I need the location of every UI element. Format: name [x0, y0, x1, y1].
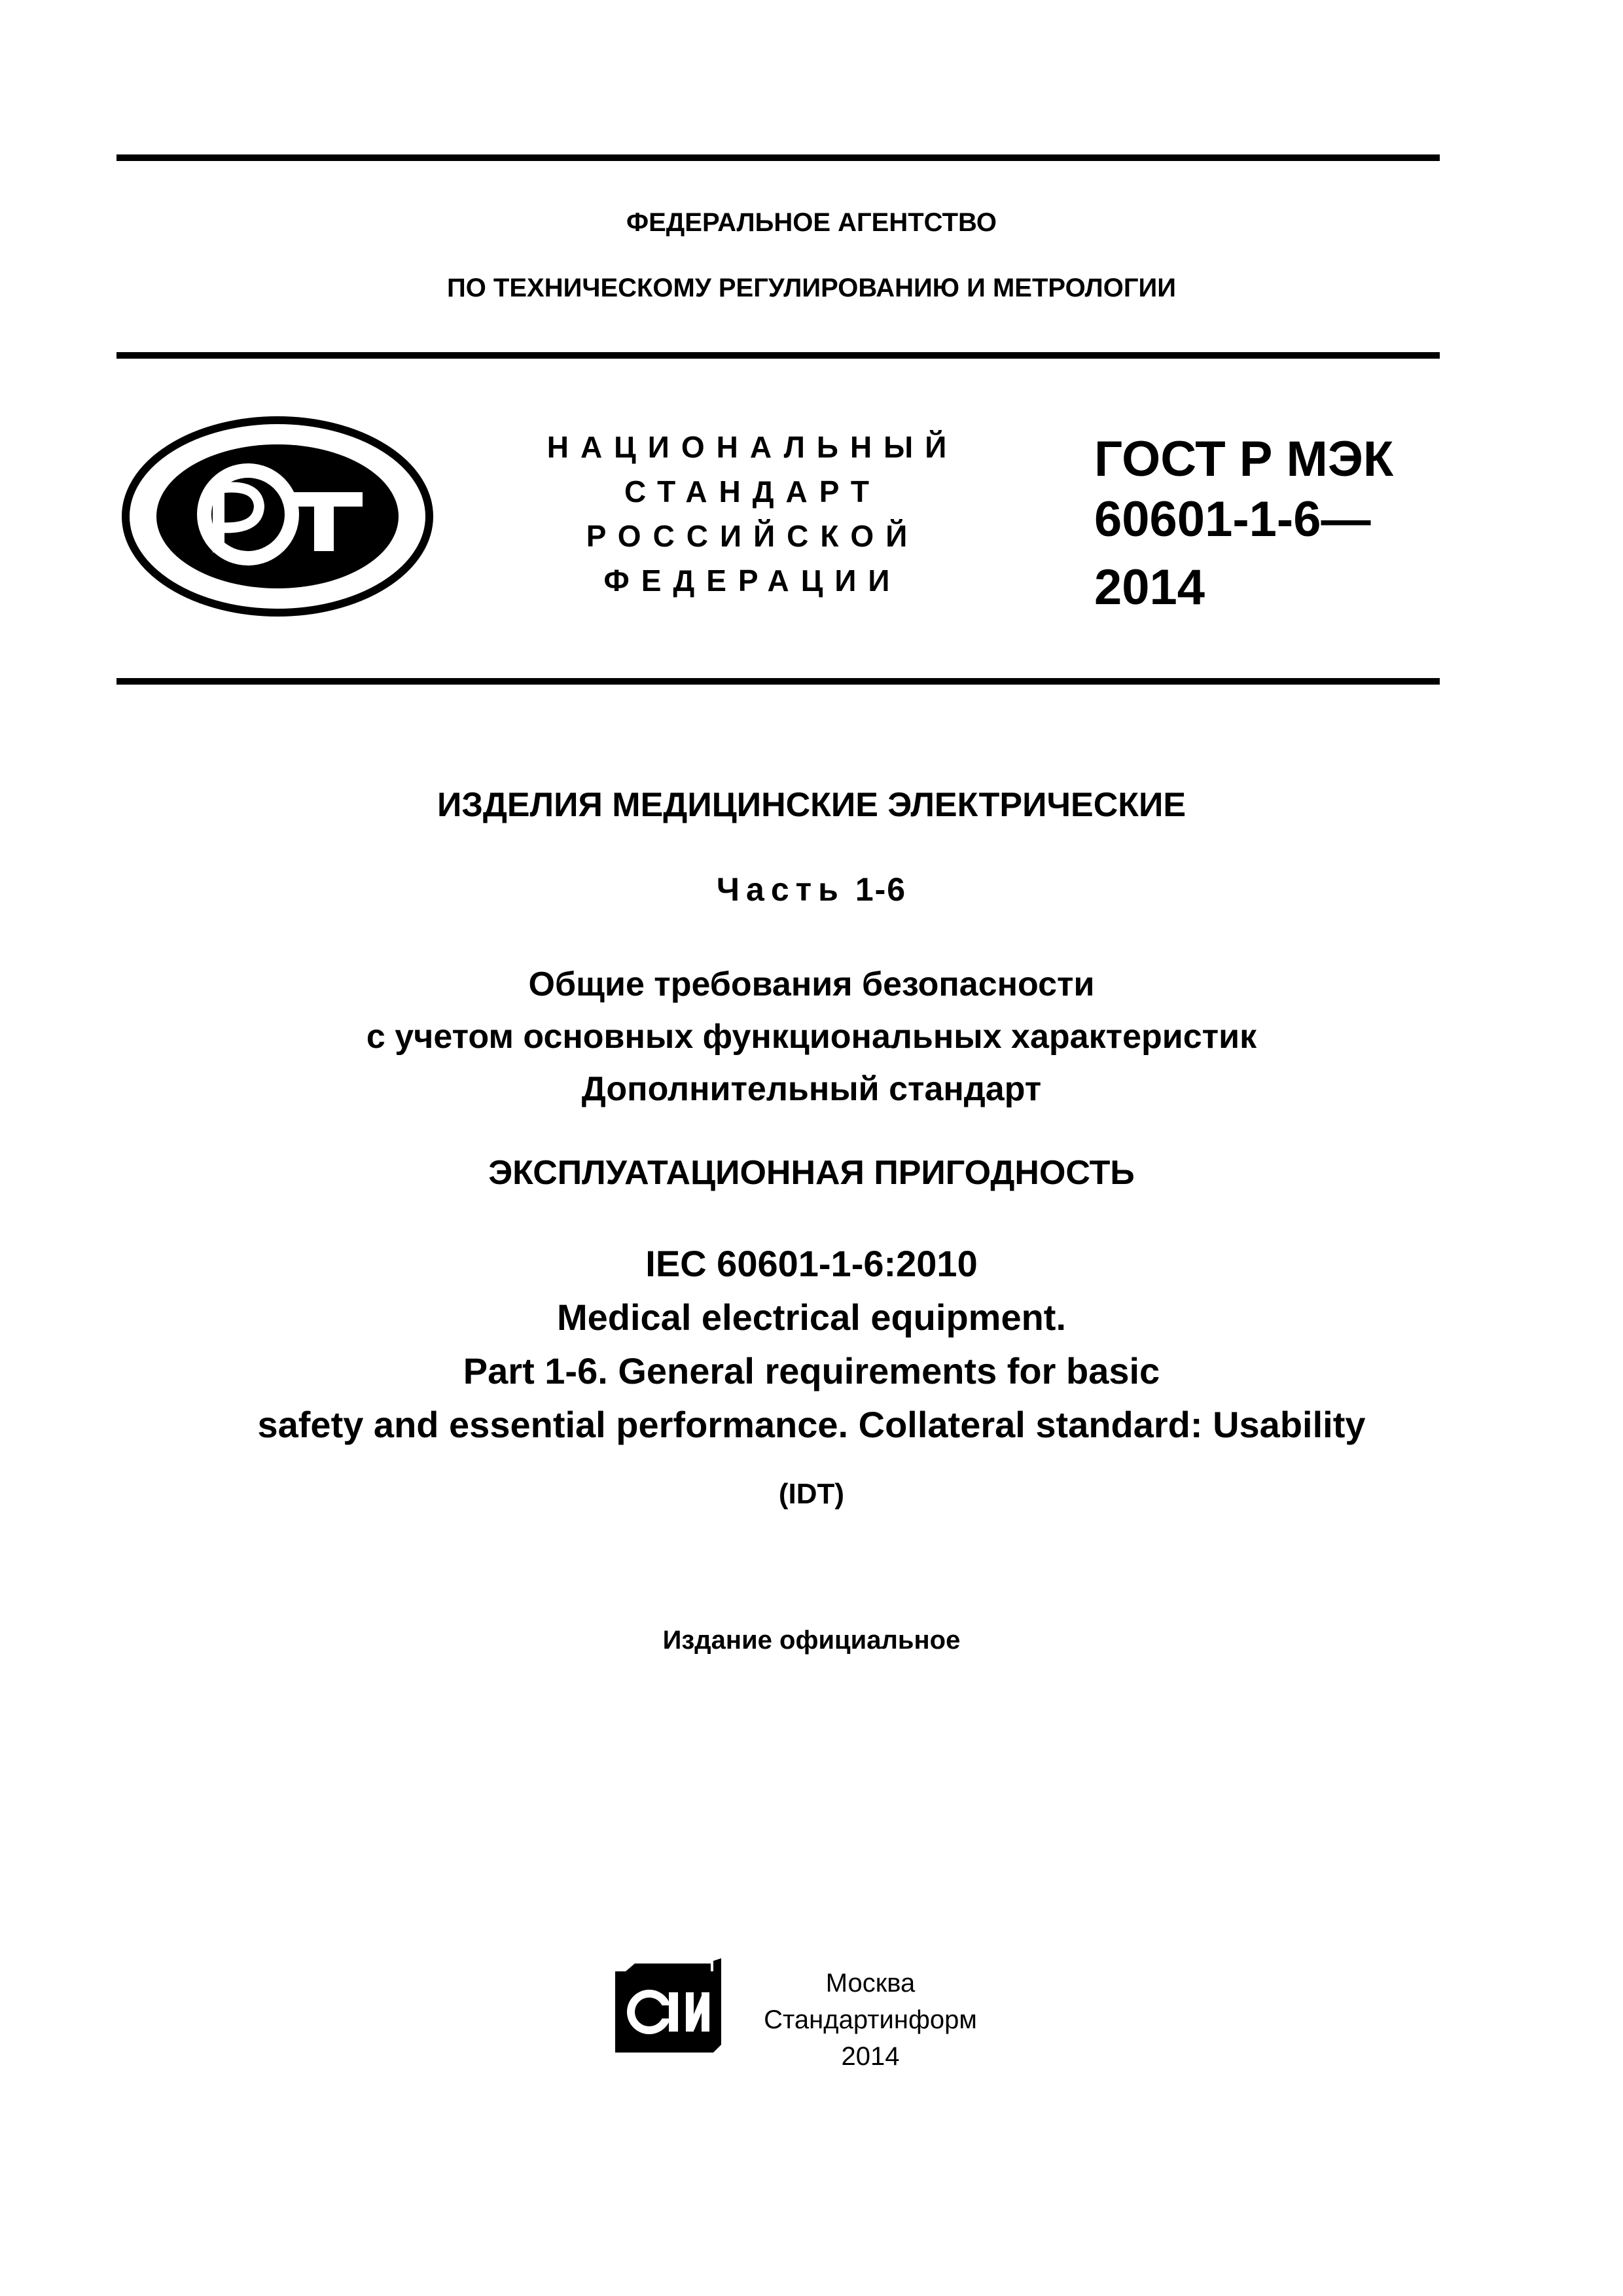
subtitle-line-3: Дополнительный стандарт [581, 1070, 1042, 1108]
subtitle-line-1: Общие требования безопасности [528, 965, 1095, 1003]
subtitle-block [0, 958, 1623, 1115]
publisher-block [733, 1965, 1008, 2075]
main-title: ИЗДЕЛИЯ МЕДИЦИНСКИЕ ЭЛЕКТРИЧЕСКИЕ [437, 786, 1186, 824]
iec-line-2: Medical electrical equipment. [556, 1297, 1067, 1338]
subtitle-line-2: с учетом основных функциональных характеристик [366, 1018, 1257, 1056]
part-heading [0, 870, 1623, 908]
publisher-name: Стандартинформ [764, 2005, 977, 2034]
iec-line-3: Part 1-6. General requirements for basic [463, 1350, 1160, 1391]
part-number: 1-6 [855, 871, 907, 908]
collateral-title: ЭКСПЛУАТАЦИОННАЯ ПРИГОДНОСТЬ [488, 1154, 1135, 1192]
designation-line-2: 60601-1-6— [1094, 492, 1371, 547]
designation-line-1: ГОСТ Р МЭК [1094, 431, 1394, 487]
agency-line-2: ПО ТЕХНИЧЕСКОМУ РЕГУЛИРОВАНИЮ И МЕТРОЛОГИИ [446, 274, 1177, 302]
standartinform-logo-icon [613, 1958, 724, 2056]
publisher-city: Москва [825, 1969, 916, 1998]
agency-line-1: ФЕДЕРАЛЬНОЕ АГЕНТСТВО [626, 208, 997, 237]
national-standard-line-2: СТАНДАРТ [624, 475, 881, 509]
designation-line-3: 2014 [1094, 560, 1205, 615]
iec-line-1: IEC 60601-1-6:2010 [645, 1243, 978, 1284]
header-bottom-rule [116, 678, 1440, 685]
edition-label: Издание официальное [662, 1626, 961, 1655]
equivalence-mark: (IDT) [778, 1478, 845, 1510]
iec-block [0, 1237, 1623, 1452]
rst-logo-icon [120, 415, 435, 618]
national-standard-line-1: НАЦИОНАЛЬНЫЙ [546, 430, 959, 464]
publisher-year: 2014 [841, 2042, 900, 2071]
national-standard-line-3: РОССИЙСКОЙ [586, 519, 919, 553]
national-standard-line-4: ФЕДЕРАЦИИ [603, 564, 902, 598]
iec-line-4: safety and essential performance. Collateral standard: Usability [257, 1404, 1366, 1445]
header-rule [116, 352, 1440, 359]
part-word: Часть [716, 871, 845, 908]
top-rule [116, 154, 1440, 161]
